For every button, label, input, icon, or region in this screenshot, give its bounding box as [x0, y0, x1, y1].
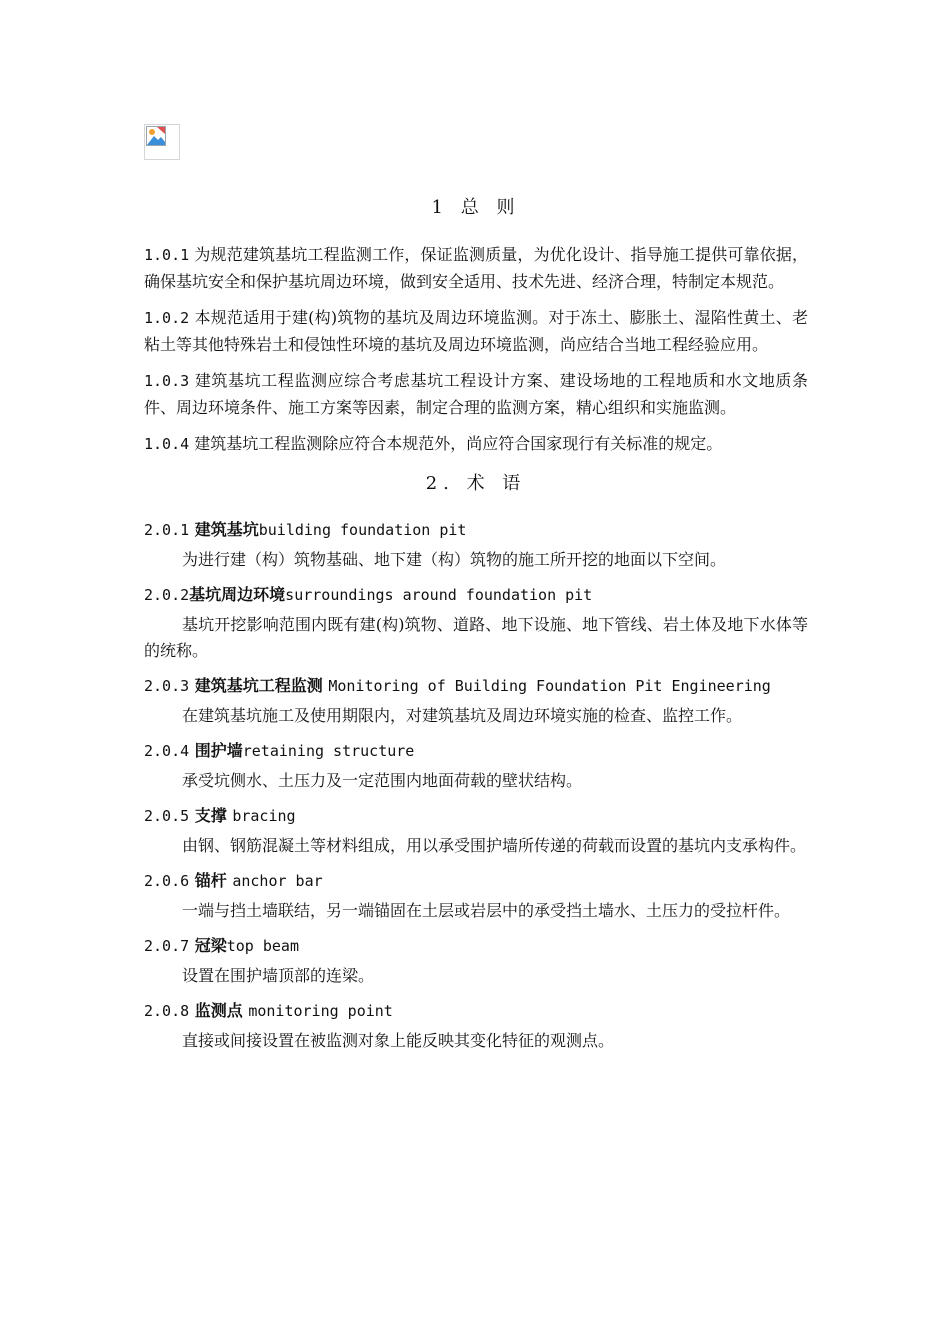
clause-text: 建筑基坑工程监测除应符合本规范外，尚应符合国家现行有关标准的规定。 [194, 434, 723, 453]
term-english: building foundation pit [258, 520, 467, 539]
term-heading [144, 583, 808, 607]
term-chinese: 冠梁 [194, 935, 227, 955]
term-2-0-6 [144, 869, 808, 924]
clause-1-0-2 [144, 305, 808, 357]
section-1-heading: 1 总 则 [431, 197, 521, 218]
term-chinese: 支撑 [194, 805, 227, 825]
term-english: surroundings around foundation pit [285, 585, 593, 604]
term-2-0-3 [144, 674, 808, 729]
term-definition: 直接或间接设置在被监测对象上能反映其变化特征的观测点。 [182, 1030, 615, 1050]
term-chinese: 建筑基坑 [194, 519, 259, 539]
term-definition: 为进行建（构）筑物基础、地下建（构）筑物的施工所开挖的地面以下空间。 [182, 549, 727, 569]
term-chinese: 锚杆 [194, 870, 227, 890]
term-2-0-1 [144, 518, 808, 573]
clause-text: 本规范适用于建(构)筑物的基坑及周边环境监测。对于冻土、膨胀土、湿陷性黄土、老粘土等其他特殊岩土和侵蚀性环境的基坑及周边环境监测，尚应结合当地工程经验应用。 [144, 308, 808, 354]
term-heading [144, 518, 808, 542]
clause-text: 建筑基坑工程监测应综合考虑基坑工程设计方案、建设场地的工程地质和水文地质条件、周边环境条件、施工方案等因素，制定合理的监测方案，精心组织和实施监测。 [144, 371, 808, 417]
term-heading [144, 999, 808, 1023]
term-chinese: 围护墙 [194, 740, 243, 760]
term-english: retaining structure [242, 741, 415, 760]
document-body [144, 194, 808, 1064]
term-code: 2.0.4 [144, 741, 190, 760]
term-definition: 承受坑侧水、土压力及一定范围内地面荷载的壁状结构。 [182, 770, 583, 790]
clause-1-0-3 [144, 368, 808, 420]
term-english: Monitoring of Building Foundation Pit Engineering [328, 676, 771, 695]
term-english: anchor bar [232, 871, 323, 890]
term-definition: 在建筑基坑施工及使用期限内，对建筑基坑及周边环境实施的检查、监控工作。 [182, 705, 743, 725]
term-2-0-7 [144, 934, 808, 989]
term-heading [144, 739, 808, 763]
term-definition: 基坑开挖影响范围内既有建(构)筑物、道路、地下设施、地下管线、岩土体及地下水体等的统称。 [144, 614, 808, 660]
clause-number: 1.0.1 [144, 246, 190, 264]
term-code: 2.0.6 [144, 871, 190, 890]
term-2-0-5 [144, 804, 808, 859]
term-code: 2.0.7 [144, 936, 190, 955]
clause-number: 1.0.2 [144, 309, 190, 327]
term-heading [144, 804, 808, 828]
term-code: 2.0.2 [144, 585, 190, 604]
term-2-0-2 [144, 583, 808, 664]
term-chinese: 建筑基坑工程监测 [194, 675, 323, 695]
term-heading [144, 674, 808, 698]
clause-1-0-4 [144, 431, 808, 458]
term-chinese: 监测点 [194, 1000, 243, 1020]
clause-number: 1.0.4 [144, 435, 190, 453]
term-english: monitoring point [248, 1001, 393, 1020]
broken-image-icon [144, 124, 180, 160]
section-2-heading: 2. 术 语 [425, 472, 527, 494]
term-heading [144, 934, 808, 958]
term-code: 2.0.5 [144, 806, 190, 825]
term-english: bracing [232, 806, 296, 825]
term-definition: 设置在围护墙顶部的连梁。 [182, 965, 375, 985]
term-code: 2.0.3 [144, 676, 190, 695]
term-english: top beam [226, 936, 299, 955]
clause-number: 1.0.3 [144, 372, 190, 390]
clause-text: 为规范建筑基坑工程监测工作，保证监测质量，为优化设计、指导施工提供可靠依据，确保基坑安全和保护基坑周边环境，做到安全适用、技术先进、经济合理，特制定本规范。 [144, 245, 808, 291]
term-2-0-8 [144, 999, 808, 1054]
term-2-0-4 [144, 739, 808, 794]
term-definition: 由钢、钢筋混凝土等材料组成，用以承受围护墙所传递的荷载而设置的基坑内支承构件。 [182, 835, 807, 855]
term-heading [144, 869, 808, 893]
term-code: 2.0.8 [144, 1001, 190, 1020]
term-code: 2.0.1 [144, 520, 190, 539]
clause-1-0-1 [144, 242, 808, 294]
term-chinese: 基坑周边环境 [189, 584, 286, 604]
term-definition: 一端与挡土墙联结，另一端锚固在土层或岩层中的承受挡土墙水、土压力的受拉杆件。 [182, 900, 791, 920]
